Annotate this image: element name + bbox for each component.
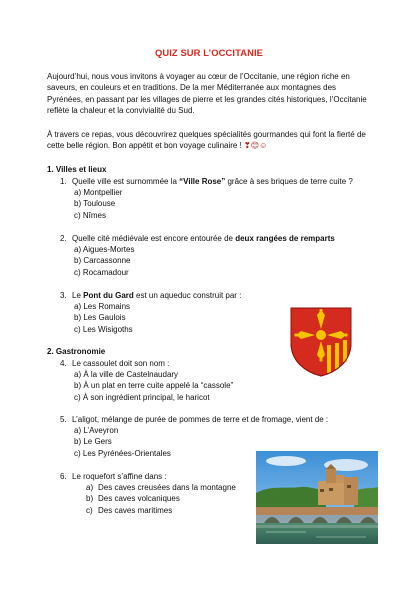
question-number: 1. [60, 177, 67, 186]
question-highlight: “Ville Rose” [179, 177, 226, 186]
question-text-part: grâce à ses briques de terre cuite ? [225, 177, 353, 186]
question-text-part: Le roquefort s’affine dans : [72, 472, 167, 481]
answer-option: c) Les Pyrénées-Orientales [74, 448, 171, 458]
answer-option: b) Les Gaulois [74, 313, 126, 323]
question-5-text [60, 414, 380, 425]
answer-option: b) À un plat en terre cuite appelé la “cassole” [74, 381, 234, 391]
answer-text: Des caves maritimes [98, 505, 173, 515]
intro-paragraph-2 [47, 129, 372, 152]
answer-option: a) Les Romains [74, 302, 131, 312]
answer-option: b) Carcassonne [74, 256, 131, 266]
intro-paragraph-1: Aujourd’hui, nous vous invitons à voyager au cœur de l’Occitanie, une région riche en saveurs, en couleurs et en traditions. De la mer Méditerranée aux montagnes des Pyrénées, en passant par les villages de pierre et les grandes cités historiques, l’Occitanie reflète la chaleur et la convivialité du Sud. [47, 72, 367, 116]
answer-option: c) Rocamadour [74, 267, 129, 277]
answer-letter: a) [86, 483, 94, 493]
answer-option: b) Le Gers [74, 437, 112, 447]
question-2 [60, 233, 380, 278]
question-text-part: Le [72, 291, 84, 300]
answer-option: a) Montpellier [74, 188, 123, 198]
question-highlight: deux rangées de remparts [235, 234, 335, 243]
answer-option: c) À son ingrédient principal, le haricot [74, 392, 210, 402]
question-text-part: Quelle ville est surnommée la [72, 177, 180, 186]
answer-option: a) L’Aveyron [74, 426, 119, 436]
question-number: 2. [60, 234, 67, 243]
question-1-text [60, 176, 380, 187]
question-2-text [60, 233, 380, 244]
answer-option: c) Les Wisigoths [74, 324, 133, 334]
section-heading-villes: 1. Villes et lieux [47, 165, 107, 174]
question-text-part: Quelle cité médiévale est encore entourée de [72, 234, 236, 243]
question-number: 5. [60, 415, 67, 424]
answer-letter: b) [86, 494, 94, 504]
answer-option: c) Nîmes [74, 210, 106, 220]
answer-text: Des caves volcaniques [98, 494, 180, 504]
question-number: 4. [60, 359, 67, 368]
question-text-part: est un aqueduc construit par : [133, 291, 242, 300]
emoji-icons: ❣😊☺ [244, 141, 268, 151]
answer-option: a) À la ville de Castelnaudary [74, 370, 179, 380]
intro-paragraph-2-text: À travers ce repas, vous découvrirez quelques spécialités gourmandes qui font la fierté de cette belle région. Bon appétit et bon voyage culinaire ! [47, 130, 366, 151]
question-text-part: L’aligot, mélange de purée de pommes de terre et de fromage, vient de : [72, 415, 329, 424]
question-3-text [60, 290, 380, 301]
section-heading-gastronomie: 2. Gastronomie [47, 347, 106, 356]
question-1 [60, 176, 380, 221]
question-number: 3. [60, 291, 67, 300]
answer-text: Des caves creusées dans la montagne [98, 483, 236, 493]
answer-letter: c) [86, 505, 93, 515]
question-4-text [60, 358, 380, 369]
answer-option: b) Toulouse [74, 199, 116, 209]
question-text-part: Le cassoulet doit son nom : [72, 359, 170, 368]
city-bridge-photo [256, 451, 378, 544]
question-highlight: Pont du Gard [83, 291, 134, 300]
question-4 [60, 358, 380, 403]
question-number: 6. [60, 472, 67, 481]
page-title: QUIZ SUR L’OCCITANIE [154, 47, 264, 58]
answer-option: a) Aigues-Mortes [74, 245, 135, 255]
